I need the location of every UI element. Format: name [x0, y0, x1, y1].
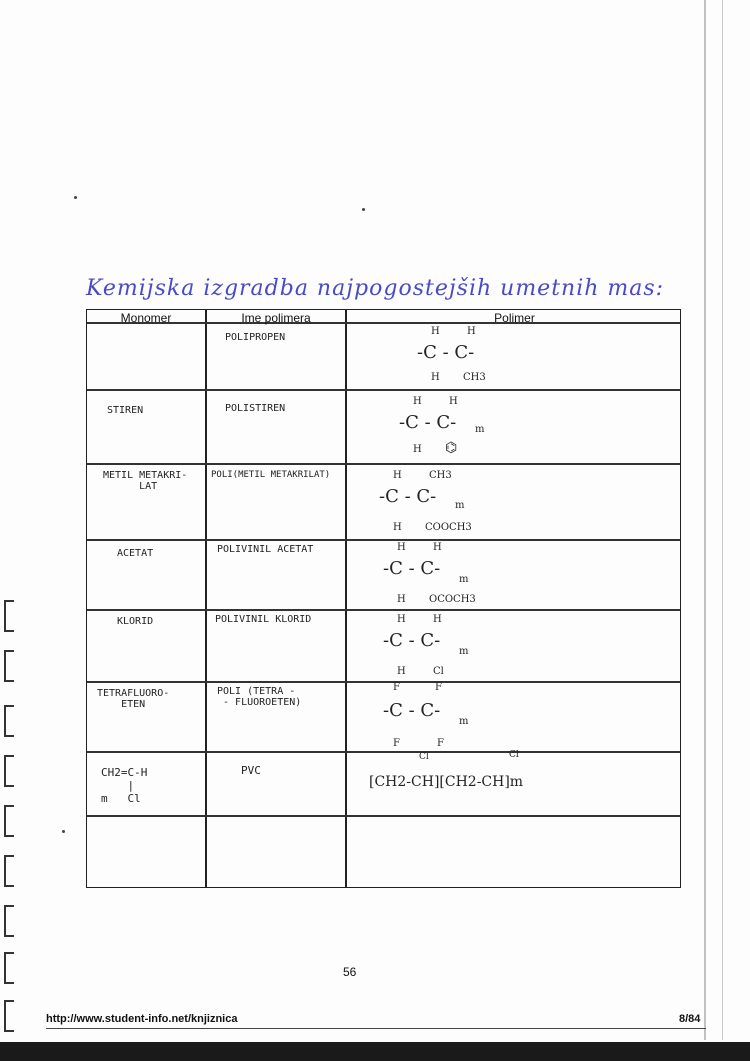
- page-edge: [722, 0, 723, 1040]
- binding-mark: [4, 650, 14, 682]
- header-polymer: Polimer: [494, 311, 535, 325]
- row-divider: [87, 815, 680, 817]
- binding-mark: [4, 600, 14, 632]
- row-divider: [87, 681, 680, 683]
- scan-speck: [74, 196, 77, 199]
- binding-mark: [4, 755, 14, 787]
- monomer-name: ACETAT: [117, 548, 154, 559]
- scan-border: [0, 1042, 750, 1061]
- scan-speck: [62, 830, 65, 833]
- row-divider: [87, 389, 680, 391]
- page-count: 8/84: [679, 1013, 701, 1025]
- footer-divider: [46, 1028, 706, 1029]
- binding-mark: [4, 705, 14, 737]
- monomer-name: TETRAFLUORO- ETEN: [97, 688, 170, 710]
- monomer-name: CH2=C-H | m Cl: [101, 766, 148, 805]
- row-divider: [87, 539, 680, 541]
- binding-mark: [4, 905, 14, 937]
- monomer-name: STIREN: [107, 405, 144, 416]
- polymer-name: POLI (TETRA - - FLUOROETEN): [217, 686, 302, 708]
- polymer-name: PVC: [241, 764, 261, 777]
- handwritten-title: Kemijska izgradba najpogostejših umetnih mas:: [86, 276, 665, 301]
- page-number: 56: [343, 965, 357, 979]
- column-divider: [345, 310, 347, 887]
- binding-mark: [4, 855, 14, 887]
- column-divider: [205, 310, 207, 887]
- polymer-table: Monomer Ime polimera Polimer POLIPROPEN H H -C - C- H CH3 STIREN POLISTIREN H H -C - C- m H ⌬ METIL METAKRI- LAT POLI(METIL METAKRILAT) H CH3 -C - C- m H COOCH3 ACETAT POLIVINIL ACETAT H H -C - C- m H OCOCH3 KLORID POLIVINIL KLORID H H -C - C- m H Cl TETRAFLUORO- ETEN POLI (TETRA - - FLUOROETEN) F F -C - C- m F F CH2=C-H | m Cl PVC Cl Cl [CH2-CH][CH2-CH]m: [86, 309, 681, 888]
- binding-mark: [4, 1000, 14, 1032]
- polymer-name: POLISTIREN: [225, 403, 286, 414]
- scan-speck: [362, 208, 365, 211]
- footer-url[interactable]: http://www.student-info.net/knjiznica: [46, 1013, 238, 1025]
- polymer-name: POLIVINIL KLORID: [215, 614, 312, 625]
- row-divider: [87, 609, 680, 611]
- row-divider: [87, 463, 680, 465]
- page-edge: [704, 0, 706, 1040]
- polymer-name: POLIPROPEN: [225, 332, 286, 343]
- header-monomer: Monomer: [120, 311, 172, 325]
- row-divider: [87, 751, 680, 753]
- monomer-name: KLORID: [117, 616, 154, 627]
- polymer-name: POLI(METIL METAKRILAT): [211, 470, 331, 480]
- header-polymer-name: Ime polimera: [241, 311, 311, 325]
- binding-mark: [4, 805, 14, 837]
- polymer-name: POLIVINIL ACETAT: [217, 544, 314, 555]
- binding-mark: [4, 952, 14, 984]
- monomer-name: METIL METAKRI- LAT: [103, 470, 188, 492]
